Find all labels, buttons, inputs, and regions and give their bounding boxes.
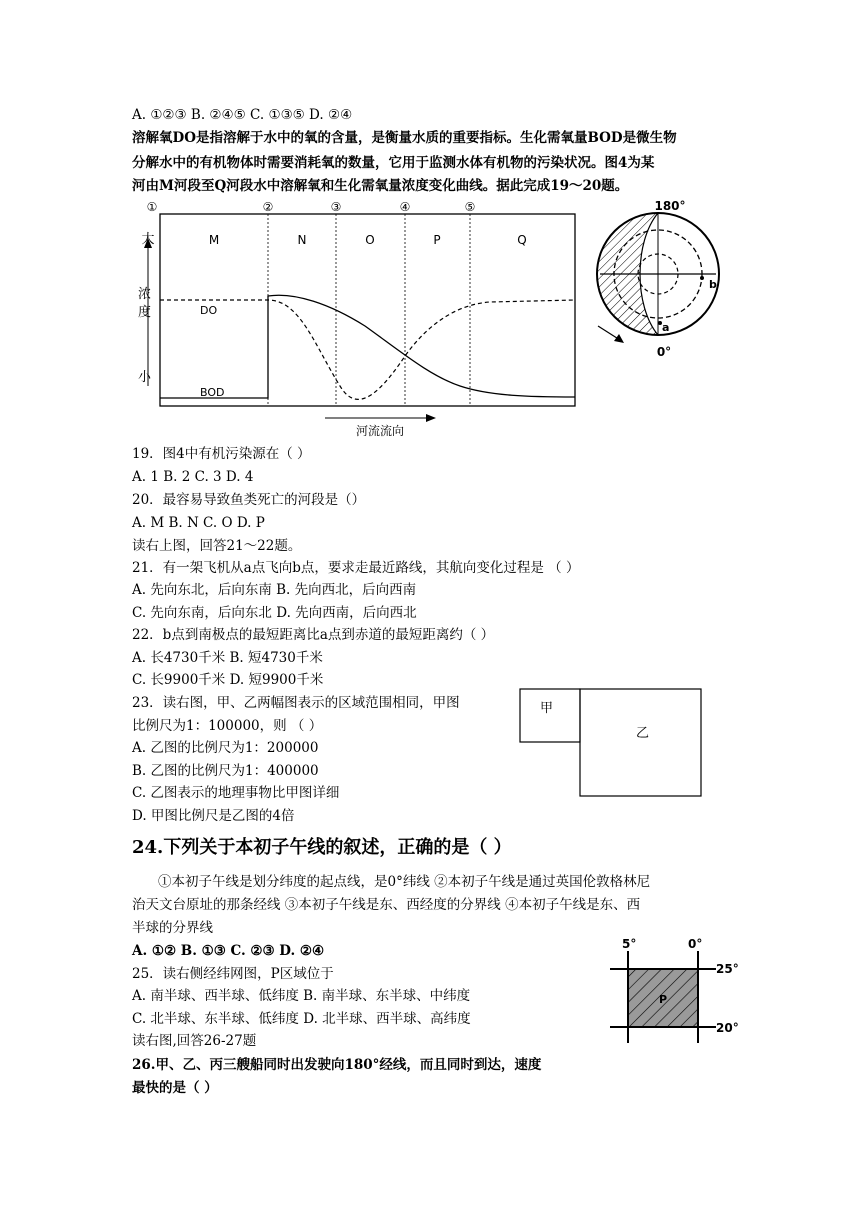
segment-n: N: [297, 233, 307, 247]
lon-5: 5°: [622, 937, 637, 951]
q19-stem: 19．图4中有机污染源在（ ）: [132, 446, 311, 462]
lat-lon-grid-figure: [606, 935, 770, 1045]
q23-option-b: B. 乙图的比例尺为1：400000: [132, 763, 319, 779]
q23-option-d: D. 甲图比例尺是乙图的4倍: [132, 808, 295, 824]
circled-1: ①: [146, 200, 158, 214]
circled-2: ②: [262, 200, 274, 214]
segment-o: O: [365, 233, 375, 247]
point-b: b: [709, 278, 717, 291]
q24-statement-1: ①本初子午线是划分纬度的起点线，是0°纬线 ②本初子午线是通过英国伦敦格林尼: [158, 874, 651, 890]
map-yi: 乙: [636, 726, 650, 741]
figure-4-do-bod-chart: [130, 196, 590, 441]
y-high: 大: [141, 232, 155, 247]
circled-4: ④: [399, 200, 411, 214]
y-label-2: 度: [138, 305, 152, 320]
q20-stem: 20．最容易导致鱼类死亡的河段是（）: [132, 492, 366, 508]
q26-stem-1: 26.甲、乙、丙三艘船同时出发驶向180°经线，而且同时到达，速度: [132, 1057, 542, 1073]
intro-line-2: 分解水中的有机物体时需要消耗氧的数量，它用于监测水体有机物的污染状况。图4为某: [132, 155, 655, 171]
q22-options-ab: A. 长4730千米 B. 短4730千米: [132, 650, 323, 666]
flow-label: 河流流向: [355, 424, 405, 438]
q24-statement-3: 半球的分界线: [132, 920, 213, 936]
globe-bottom-label: 0°: [656, 345, 672, 359]
read-21: 读右上图，回答21～22题。: [132, 538, 302, 554]
q21-options-ab: A. 先向东北，后向东南 B. 先向西北，后向西南: [132, 582, 417, 598]
q24-stem: 24.下列关于本初子午线的叙述，正确的是（ ）: [132, 837, 512, 858]
intro-line-1: 溶解氧DO是指溶解于水中的氧的含量，是衡量水质的重要指标。生化需氧量BOD是微生物: [132, 130, 677, 146]
region-p: P: [659, 993, 668, 1006]
q20-options: A. M B. N C. O D. P: [132, 515, 265, 531]
lat-20: 20°: [716, 1021, 739, 1035]
segment-m: M: [208, 233, 220, 247]
globe-top-label: 180°: [654, 199, 686, 213]
q19-options: A. 1 B. 2 C. 3 D. 4: [132, 469, 254, 485]
q21-stem: 21．有一架飞机从a点飞向b点，要求走最近路线，其航向变化过程是 （ ）: [132, 560, 580, 576]
q24-options: A. ①② B. ①③ C. ②③ D. ②④: [132, 943, 325, 959]
circled-5: ⑤: [464, 200, 476, 214]
q25-options-ab: A. 南半球、西半球、低纬度 B. 南半球、东半球、中纬度: [132, 988, 471, 1004]
segment-p: P: [433, 233, 441, 247]
bod-label: BOD: [200, 386, 225, 399]
q22-options-cd: C. 长9900千米 D. 短9900千米: [132, 672, 324, 688]
q24-statement-2: 治天文台原址的那条经线 ③本初子午线是东、西经度的分界线 ④本初子午线是东、西: [132, 897, 641, 913]
lat-25: 25°: [716, 962, 739, 976]
q23-option-c: C. 乙图表示的地理事物比甲图详细: [132, 785, 340, 801]
q18-options: A. ①②③ B. ②④⑤ C. ①③⑤ D. ②④: [132, 107, 353, 123]
circled-3: ③: [330, 200, 342, 214]
q23-stem-1: 23．读右图，甲、乙两幅图表示的区域范围相同，甲图: [132, 695, 460, 711]
read-26: 读右图,回答26-27题: [132, 1033, 257, 1049]
q23-stem-2: 比例尺为1：100000，则 （ ）: [132, 718, 323, 734]
q25-options-cd: C. 北半球、东半球、低纬度 D. 北半球、西半球、高纬度: [132, 1011, 471, 1027]
scale-figure: [518, 688, 704, 800]
y-low: 小: [138, 370, 152, 385]
globe-figure: [588, 196, 728, 361]
q25-stem: 25．读右侧经纬网图，P区域位于: [132, 966, 334, 982]
do-label: DO: [200, 304, 218, 317]
y-label-1: 浓: [138, 287, 152, 302]
map-jia: 甲: [540, 701, 554, 716]
q22-stem: 22．b点到南极点的最短距离比a点到赤道的最短距离约（ ）: [132, 627, 495, 643]
q23-option-a: A. 乙图的比例尺为1：200000: [132, 740, 319, 756]
point-a: a: [662, 321, 670, 334]
q21-options-cd: C. 先向东南，后向东北 D. 先向西南，后向西北: [132, 605, 417, 621]
q26-stem-2: 最快的是（ ）: [132, 1080, 218, 1096]
intro-line-3: 河由M河段至Q河段水中溶解氧和生化需氧量浓度变化曲线。据此完成19～20题。: [132, 178, 629, 194]
lon-0: 0°: [688, 937, 703, 951]
segment-q: Q: [517, 233, 527, 247]
